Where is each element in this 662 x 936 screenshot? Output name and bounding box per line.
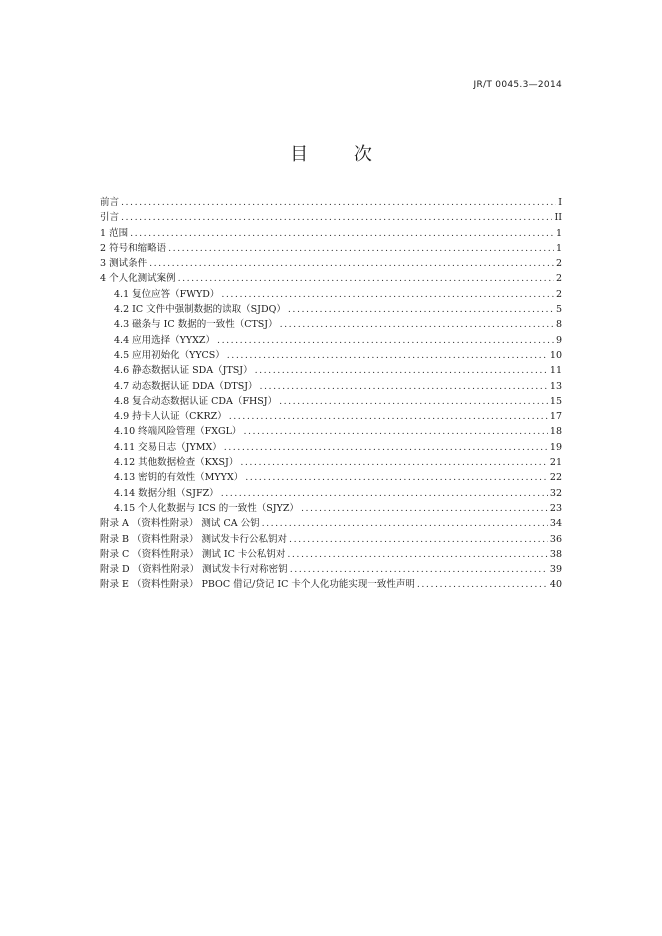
toc-entry-label: 附录 E （资料性附录） PBOC 借记/贷记 IC 卡个人化功能实现一致性声明 xyxy=(100,579,415,591)
toc-entry-label: 4.12 其他数据检查（KXSJ） xyxy=(114,457,239,469)
toc-entry-page: 1 xyxy=(555,227,562,239)
toc-entry-label: 4.11 交易日志（JYMX） xyxy=(114,441,222,453)
toc-entry[interactable] xyxy=(100,547,562,562)
toc-leader-dots xyxy=(262,516,548,531)
toc-leader-dots xyxy=(121,210,552,225)
toc-entry[interactable] xyxy=(100,440,562,455)
toc-leader-dots xyxy=(287,547,548,562)
toc-entry-label: 前言 xyxy=(100,197,120,208)
toc-entry-label: 4.10 终端风险管理（FXGL） xyxy=(114,426,242,438)
toc-entry[interactable] xyxy=(100,379,562,394)
toc-entry-page: 34 xyxy=(549,518,562,530)
toc-entry[interactable] xyxy=(100,394,562,409)
toc-entry-label: 3 测试条件 xyxy=(100,258,148,270)
toc-entry-page: 2 xyxy=(555,273,562,285)
toc-entry-label: 4.1 复位应答（FWYD） xyxy=(114,288,220,300)
toc-entry-label: 4.6 静态数据认证 SDA（JTSJ） xyxy=(114,365,253,377)
toc-entry-page: 36 xyxy=(549,533,562,545)
toc-entry-page: 21 xyxy=(549,457,562,469)
toc-entry[interactable] xyxy=(100,455,562,470)
toc-entry-page: 13 xyxy=(549,380,562,392)
toc-leader-dots xyxy=(121,195,556,210)
toc-entry-page: 32 xyxy=(549,487,562,499)
toc-entry-label: 4.5 应用初始化（YYCS） xyxy=(114,349,225,361)
toc-entry[interactable] xyxy=(100,516,562,531)
toc-entry-label: 4.3 磁条与 IC 数据的一致性（CTSJ） xyxy=(114,319,278,331)
toc-entry[interactable] xyxy=(100,562,562,577)
toc-entry[interactable] xyxy=(100,363,562,378)
toc-entry[interactable] xyxy=(100,210,562,225)
document-code: JR/T 0045.3—2014 xyxy=(473,80,562,90)
toc-entry[interactable] xyxy=(100,333,562,348)
toc-entry-page: 40 xyxy=(549,579,562,591)
toc-entry[interactable] xyxy=(100,424,562,439)
toc-leader-dots xyxy=(221,486,548,501)
toc-entry-label: 4.14 数据分组（SJFZ） xyxy=(114,487,219,499)
toc-entry-page: 1 xyxy=(555,242,562,254)
toc-entry-page: 17 xyxy=(549,411,562,423)
toc-leader-dots xyxy=(288,302,554,317)
toc-entry-page: 15 xyxy=(549,395,562,407)
toc-entry-page: 39 xyxy=(549,564,562,576)
toc-entry-page: I xyxy=(558,197,562,208)
toc-entry[interactable] xyxy=(100,256,562,271)
toc-entry-page: 8 xyxy=(555,319,562,331)
toc-entry-label: 附录 D （资料性附录） 测试发卡行对称密钥 xyxy=(100,564,288,576)
toc-entry-page: 2 xyxy=(555,288,562,300)
toc-leader-dots xyxy=(289,532,548,547)
toc-leader-dots xyxy=(149,256,554,271)
toc-leader-dots xyxy=(243,424,547,439)
toc-entry[interactable] xyxy=(100,241,562,256)
toc-entry-page: 22 xyxy=(549,472,562,484)
toc-entry-page: 23 xyxy=(549,502,562,514)
toc-entry[interactable] xyxy=(100,501,562,516)
toc-leader-dots xyxy=(227,348,548,363)
toc-entry[interactable] xyxy=(100,302,562,317)
toc-entry[interactable] xyxy=(100,287,562,302)
toc-entry-page: II xyxy=(554,212,562,224)
toc-leader-dots xyxy=(255,363,548,378)
toc-leader-dots xyxy=(280,317,554,332)
toc-entry-label: 4.15 个人化数据与 ICS 的一致性（SJYZ） xyxy=(114,502,299,514)
toc-entry[interactable] xyxy=(100,317,562,332)
toc-leader-dots xyxy=(221,287,554,302)
toc-entry-label: 附录 A （资料性附录） 测试 CA 公钥 xyxy=(100,518,260,530)
toc-entry-label: 引言 xyxy=(100,212,120,224)
toc-leader-dots xyxy=(279,394,548,409)
toc-entry-label: 附录 C （资料性附录） 测试 IC 卡公私钥对 xyxy=(100,548,286,560)
toc-entry-page: 9 xyxy=(555,334,562,346)
toc-entry[interactable] xyxy=(100,348,562,363)
toc-leader-dots xyxy=(260,379,548,394)
toc-leader-dots xyxy=(290,562,548,577)
toc-leader-dots xyxy=(417,577,548,592)
toc-leader-dots xyxy=(301,501,548,516)
toc-entry-label: 1 范围 xyxy=(100,227,129,239)
toc-leader-dots xyxy=(130,226,554,241)
toc-entry-label: 4.4 应用选择（YYXZ） xyxy=(114,334,216,346)
toc-entry-page: 19 xyxy=(549,441,562,453)
toc-entry[interactable] xyxy=(100,470,562,485)
toc-entry[interactable] xyxy=(100,532,562,547)
toc-entry-page: 38 xyxy=(549,548,562,560)
toc-entry[interactable] xyxy=(100,226,562,241)
toc-entry-page: 2 xyxy=(555,258,562,270)
toc-entry[interactable] xyxy=(100,271,562,286)
toc-leader-dots xyxy=(178,271,554,286)
toc-entry[interactable] xyxy=(100,409,562,424)
toc-entry-label: 2 符号和缩略语 xyxy=(100,242,167,254)
toc-entry[interactable] xyxy=(100,486,562,501)
toc-leader-dots xyxy=(168,241,554,256)
toc-leader-dots xyxy=(240,455,548,470)
toc-entry-label: 4 个人化测试案例 xyxy=(100,273,176,285)
toc-entry-label: 附录 B （资料性附录） 测试发卡行公私钥对 xyxy=(100,533,288,545)
toc-leader-dots xyxy=(224,440,548,455)
toc-entry[interactable] xyxy=(100,577,562,592)
toc-leader-dots xyxy=(229,409,548,424)
table-of-contents xyxy=(100,195,562,593)
toc-entry-page: 11 xyxy=(549,365,562,377)
toc-entry-page: 5 xyxy=(555,304,562,316)
toc-entry-page: 18 xyxy=(549,426,562,438)
toc-leader-dots xyxy=(217,333,554,348)
page-title: 目 次 xyxy=(290,144,392,165)
toc-entry-label: 4.13 密钥的有效性（MYYX） xyxy=(114,472,244,484)
toc-entry-label: 4.7 动态数据认证 DDA（DTSJ） xyxy=(114,380,258,392)
toc-entry-label: 4.9 持卡人认证（CKRZ） xyxy=(114,411,227,423)
toc-leader-dots xyxy=(245,470,548,485)
toc-entry[interactable] xyxy=(100,195,562,210)
toc-entry-label: 4.8 复合动态数据认证 CDA（FHSJ） xyxy=(114,395,278,407)
toc-entry-label: 4.2 IC 文件中强制数据的读取（SJDQ） xyxy=(114,304,286,316)
toc-entry-page: 10 xyxy=(549,349,562,361)
